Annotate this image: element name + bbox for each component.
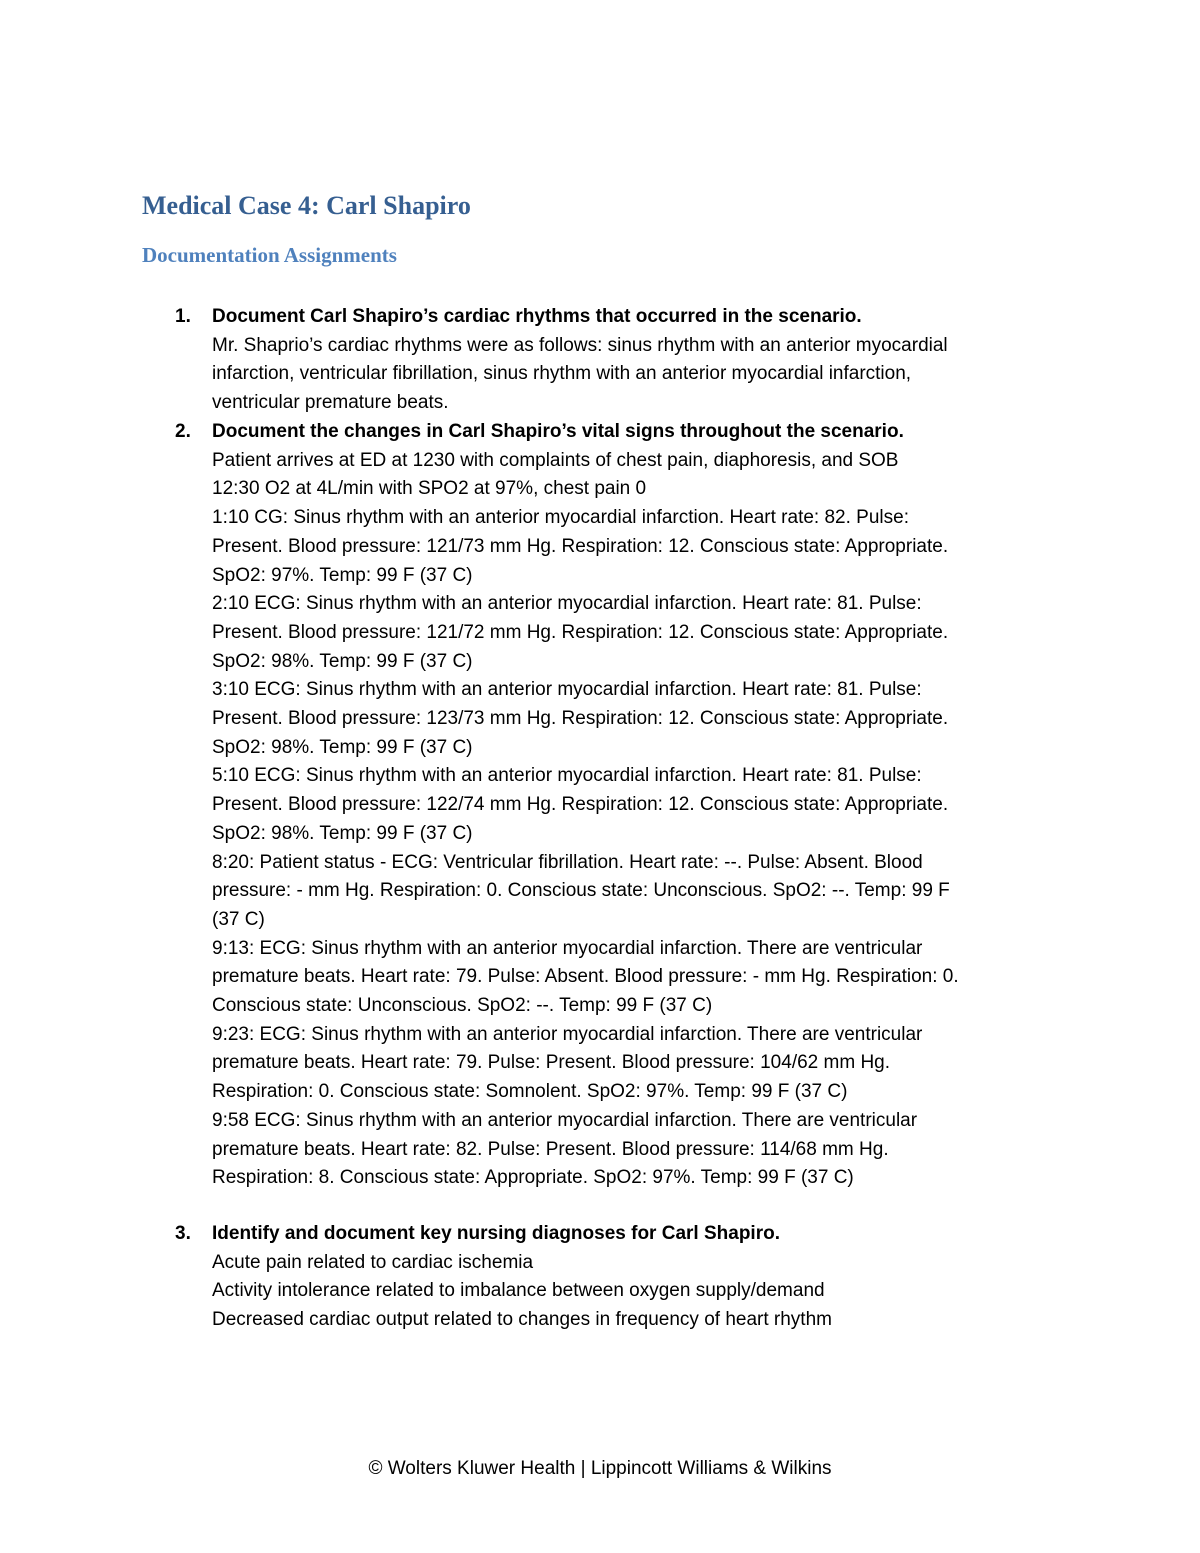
- answer-line: 5:10 ECG: Sinus rhythm with an anterior myocardial infarction. Heart rate: 81. Pulse:: [212, 765, 922, 787]
- answer-line: 9:23: ECG: Sinus rhythm with an anterior myocardial infarction. There are ventricular: [212, 1023, 923, 1045]
- answer-line: premature beats. Heart rate: 82. Pulse: Present. Blood pressure: 114/68 mm Hg.: [212, 1138, 889, 1160]
- answer-line: Acute pain related to cardiac ischemia: [212, 1251, 534, 1273]
- assignment-body: [212, 303, 1062, 418]
- answer-line: Patient arrives at ED at 1230 with complaints of chest pain, diaphoresis, and SOB: [212, 449, 899, 471]
- answer-line: Respiration: 8. Conscious state: Appropriate. SpO2: 97%. Temp: 99 F (37 C): [212, 1167, 854, 1189]
- assignment-question: Identify and document key nursing diagnoses for Carl Shapiro.: [212, 1223, 780, 1244]
- answer-line: infarction, ventricular fibrillation, sinus rhythm with an anterior myocardial infarction,: [212, 363, 912, 385]
- answer-line: 1:10 CG: Sinus rhythm with an anterior myocardial infarction. Heart rate: 82. Pulse:: [212, 507, 909, 529]
- assignment-question: Document Carl Shapiro’s cardiac rhythms that occurred in the scenario.: [212, 306, 862, 327]
- answer-line: (37 C): [212, 908, 265, 930]
- answer-line: premature beats. Heart rate: 79. Pulse: Absent. Blood pressure: - mm Hg. Respiration: 0.: [212, 966, 959, 988]
- answer-line: Present. Blood pressure: 123/73 mm Hg. Respiration: 12. Conscious state: Appropriate.: [212, 708, 949, 730]
- section-heading: Documentation Assignments: [142, 243, 397, 267]
- assignment-question: Document the changes in Carl Shapiro’s vital signs throughout the scenario.: [212, 421, 904, 442]
- answer-line: SpO2: 97%. Temp: 99 F (37 C): [212, 564, 473, 586]
- answer-line: 3:10 ECG: Sinus rhythm with an anterior myocardial infarction. Heart rate: 81. Pulse:: [212, 679, 922, 701]
- assignment-body: [212, 1220, 1062, 1335]
- answer-line: Present. Blood pressure: 121/73 mm Hg. Respiration: 12. Conscious state: Appropriate.: [212, 535, 949, 557]
- answer-line: Mr. Shaprio’s cardiac rhythms were as follows: sinus rhythm with an anterior myocardial: [212, 334, 948, 356]
- answer-line: Conscious state: Unconscious. SpO2: --. Temp: 99 F (37 C): [212, 995, 713, 1017]
- answer-line: 9:13: ECG: Sinus rhythm with an anterior myocardial infarction. There are ventricular: [212, 937, 923, 959]
- copyright-footer: © Wolters Kluwer Health | Lippincott Williams & Wilkins: [368, 1458, 832, 1479]
- page-title: Medical Case 4: Carl Shapiro: [142, 191, 471, 220]
- answer-line: SpO2: 98%. Temp: 99 F (37 C): [212, 822, 473, 844]
- answer-line: Respiration: 0. Conscious state: Somnolent. SpO2: 97%. Temp: 99 F (37 C): [212, 1081, 848, 1103]
- assignment-number: 3.: [175, 1223, 191, 1244]
- answer-line: 12:30 O2 at 4L/min with SPO2 at 97%, chest pain 0: [212, 478, 647, 500]
- assignment-number: 2.: [175, 421, 191, 442]
- answer-line: Activity intolerance related to imbalance between oxygen supply/demand: [212, 1280, 825, 1302]
- assignment-body: [212, 418, 1062, 1193]
- answer-line: pressure: - mm Hg. Respiration: 0. Conscious state: Unconscious. SpO2: --. Temp: 99 F: [212, 880, 950, 902]
- answer-line: SpO2: 98%. Temp: 99 F (37 C): [212, 736, 473, 758]
- answer-line: premature beats. Heart rate: 79. Pulse: Present. Blood pressure: 104/62 mm Hg.: [212, 1052, 891, 1074]
- answer-line: Present. Blood pressure: 121/72 mm Hg. Respiration: 12. Conscious state: Appropriate.: [212, 621, 949, 643]
- answer-line: ventricular premature beats.: [212, 392, 449, 414]
- answer-line: SpO2: 98%. Temp: 99 F (37 C): [212, 650, 473, 672]
- assignment-number: 1.: [175, 306, 191, 327]
- answer-line: 2:10 ECG: Sinus rhythm with an anterior myocardial infarction. Heart rate: 81. Pulse:: [212, 593, 922, 615]
- answer-line: Present. Blood pressure: 122/74 mm Hg. Respiration: 12. Conscious state: Appropriate.: [212, 794, 949, 816]
- answer-line: 8:20: Patient status - ECG: Ventricular fibrillation. Heart rate: --. Pulse: Absent. Blood: [212, 851, 923, 873]
- answer-line: Decreased cardiac output related to changes in frequency of heart rhythm: [212, 1309, 832, 1331]
- answer-line: 9:58 ECG: Sinus rhythm with an anterior myocardial infarction. There are ventricular: [212, 1109, 918, 1131]
